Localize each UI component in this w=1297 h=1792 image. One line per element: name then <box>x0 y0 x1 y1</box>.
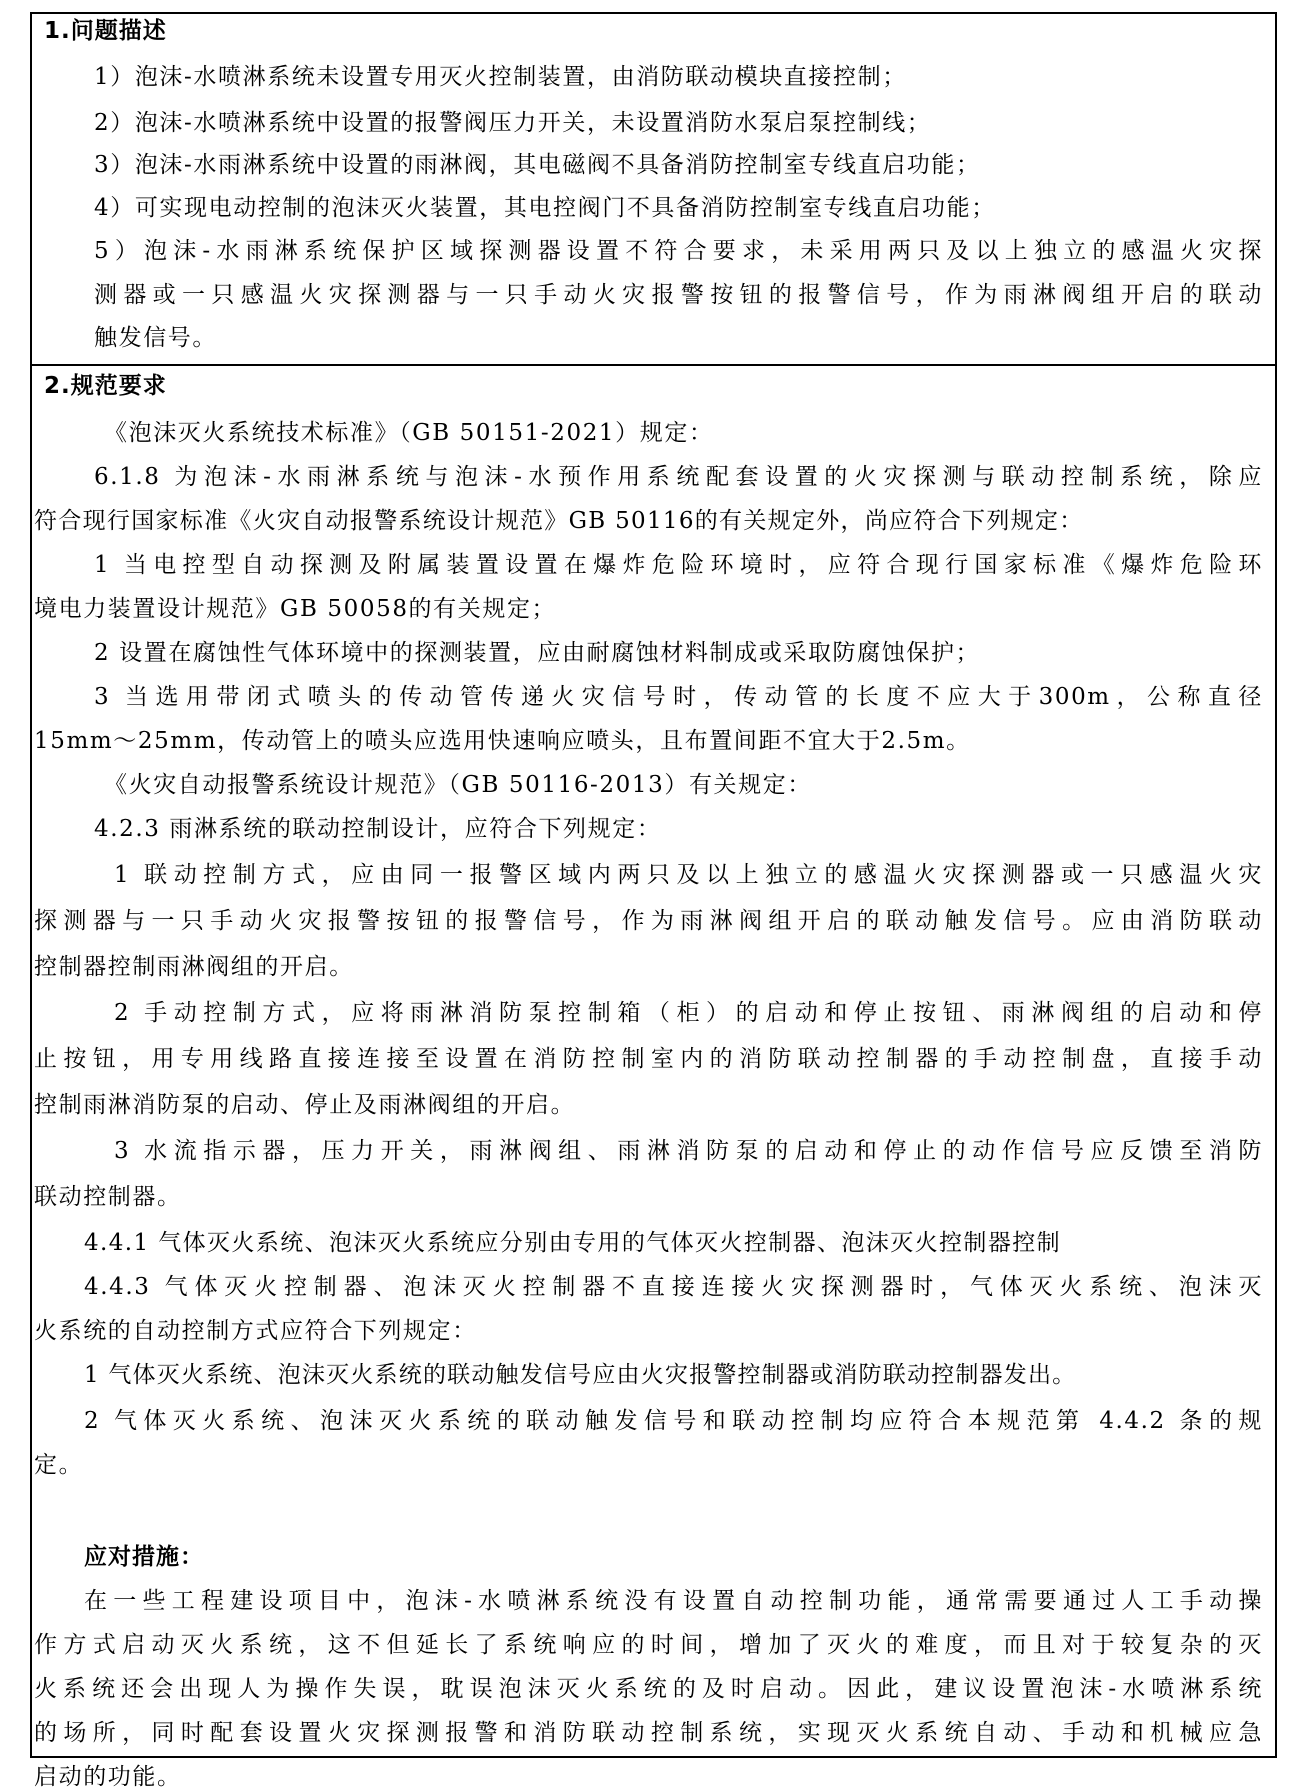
req-line-11: 1 联动控制方式，应由同一报警区域内两只及以上独立的感温火灾探测器或一只感温火灾 <box>114 862 1263 888</box>
measures-line-4: 的场所，同时配套设置火灾探测报警和消防联动控制系统，实现灭火系统自动、手动和机械应急 <box>34 1720 1263 1746</box>
req-line-2: 6.1.8 为泡沫-水雨淋系统与泡沫-水预作用系统配套设置的火灾探测与联动控制系统，除应 <box>94 464 1263 490</box>
req-line-8: 15mm～25mm，传动管上的喷头应选用快速响应喷头，且布置间距不宜大于2.5m。 <box>34 728 971 754</box>
problem-item-5-line-1: 5）泡沫-水雨淋系统保护区域探测器设置不符合要求，未采用两只及以上独立的感温火灾探 <box>94 238 1263 264</box>
req-line-19: 4.4.1 气体灭火系统、泡沫灭火系统应分别由专用的气体灭火控制器、泡沫灭火控制器控制 <box>84 1230 1062 1256</box>
measures-line-2: 作方式启动灭火系统，这不但延长了系统响应的时间，增加了灭火的难度，而且对于较复杂的灭 <box>34 1632 1263 1658</box>
section2-heading: 2.规范要求 <box>44 373 167 399</box>
req-line-14: 2 手动控制方式，应将雨淋消防泵控制箱（柜）的启动和停止按钮、雨淋阀组的启动和停 <box>114 1000 1263 1026</box>
req-line-12: 探测器与一只手动火灾报警按钮的报警信号，作为雨淋阀组开启的联动触发信号。应由消防联动 <box>34 908 1263 934</box>
problem-item-4: 4）可实现电动控制的泡沫灭火装置，其电控阀门不具备消防控制室专线直启功能； <box>94 195 996 221</box>
req-line-23: 2 气体灭火系统、泡沫灭火系统的联动触发信号和联动控制均应符合本规范第 4.4.2 条的规 <box>84 1408 1263 1434</box>
problem-item-1: 1）泡沫-水喷淋系统未设置专用灭火控制装置，由消防联动模块直接控制； <box>94 64 907 90</box>
req-line-16: 控制雨淋消防泵的启动、停止及雨淋阀组的开启。 <box>34 1092 576 1118</box>
req-line-1: 《泡沫灭火系统技术标准》（GB 50151-2021）规定： <box>104 420 714 446</box>
req-line-18: 联动控制器。 <box>34 1184 182 1210</box>
problem-item-2: 2）泡沫-水喷淋系统中设置的报警阀压力开关，未设置消防水泵启泵控制线； <box>94 110 932 136</box>
measures-line-1: 在一些工程建设项目中，泡沫-水喷淋系统没有设置自动控制功能，通常需要通过人工手动操 <box>84 1588 1263 1614</box>
req-line-22: 1 气体灭火系统、泡沫灭火系统的联动触发信号应由火灾报警控制器或消防联动控制器发出。 <box>84 1362 1077 1388</box>
problem-item-5-line-3: 触发信号。 <box>94 325 217 351</box>
req-line-6: 2 设置在腐蚀性气体环境中的探测装置，应由耐腐蚀材料制成或采取防腐蚀保护； <box>94 640 981 666</box>
measures-line-3: 火系统还会出现人为操作失误，耽误泡沫灭火系统的及时启动。因此，建议设置泡沫-水喷淋系统 <box>34 1676 1263 1702</box>
req-line-5: 境电力装置设计规范》GB 50058的有关规定； <box>34 596 557 622</box>
problem-item-3: 3）泡沫-水雨淋系统中设置的雨淋阀，其电磁阀不具备消防控制室专线直启功能； <box>94 152 981 178</box>
measures-heading: 应对措施： <box>84 1544 204 1570</box>
measures-line-5: 启动的功能。 <box>34 1764 182 1790</box>
req-line-9: 《火灾自动报警系统设计规范》（GB 50116-2013）有关规定： <box>104 772 812 798</box>
content-table <box>30 12 1277 1790</box>
req-line-17: 3 水流指示器，压力开关，雨淋阀组、雨淋消防泵的启动和停止的动作信号应反馈至消防 <box>114 1138 1263 1164</box>
req-line-3: 符合现行国家标准《火灾自动报警系统设计规范》GB 50116的有关规定外，尚应符合下列规定： <box>34 508 1084 534</box>
req-line-20: 4.4.3 气体灭火控制器、泡沫灭火控制器不直接连接火灾探测器时，气体灭火系统、泡沫灭 <box>84 1274 1263 1300</box>
section-problem <box>32 14 1275 366</box>
section1-heading: 1.问题描述 <box>44 18 167 44</box>
req-line-21: 火系统的自动控制方式应符合下列规定： <box>34 1318 477 1344</box>
req-line-7: 3 当选用带闭式喷头的传动管传递火灾信号时，传动管的长度不应大于300m，公称直径 <box>94 684 1263 710</box>
req-line-13: 控制器控制雨淋阀组的开启。 <box>34 954 354 980</box>
section-requirements <box>32 366 1275 1790</box>
req-line-15: 止按钮，用专用线路直接连接至设置在消防控制室内的消防联动控制器的手动控制盘，直接手动 <box>34 1046 1263 1072</box>
req-line-24: 定。 <box>34 1452 84 1478</box>
req-line-10: 4.2.3 雨淋系统的联动控制设计，应符合下列规定： <box>94 816 662 842</box>
problem-item-5-line-2: 测器或一只感温火灾探测器与一只手动火灾报警按钮的报警信号，作为雨淋阀组开启的联动 <box>94 282 1263 308</box>
req-line-4: 1 当电控型自动探测及附属装置设置在爆炸危险环境时，应符合现行国家标准《爆炸危险环 <box>94 552 1263 578</box>
